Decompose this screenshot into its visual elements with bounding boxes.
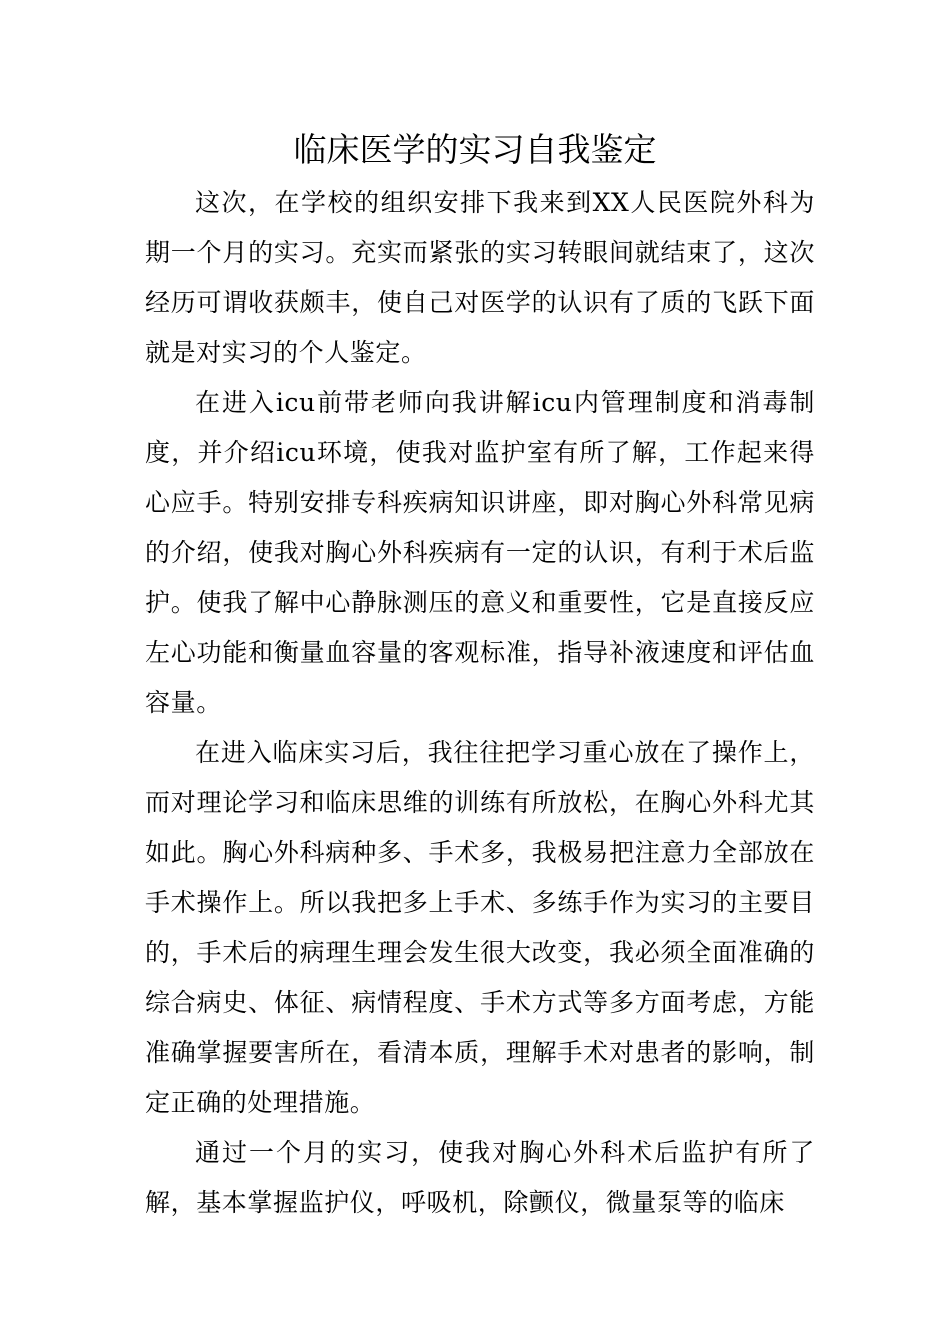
document-body [145,178,815,1228]
document-title: 临床医学的实习自我鉴定 [293,130,657,169]
paragraph-4: 通过一个月的实习，使我对胸心外科术后监护有所了解，基本掌握监护仪，呼吸机，除颤仪，微量泵等的临床 [145,1138,815,1217]
paragraph-3: 在进入临床实习后，我往往把学习重心放在了操作上，而对理论学习和临床思维的训练有所放松，在胸心外科尤其如此。胸心外科病种多、手术多，我极易把注意力全部放在手术操作上。所以我把多上手术、多练手作为实习的主要目的，手术后的病理生理会发生很大改变，我必须全面准确的综合病史、体征、病情程度、手术方式等多方面考虑，方能准确掌握要害所在，看清本质，理解手术对患者的影响，制定正确的处理措施。 [145,738,815,1117]
paragraph-1: 这次，在学校的组织安排下我来到XX人民医院外科为期一个月的实习。充实而紧张的实习转眼间就结束了，这次经历可谓收获颇丰，使自己对医学的认识有了质的飞跃下面就是对实习的个人鉴定。 [145,188,815,367]
paragraph-2: 在进入icu前带老师向我讲解icu内管理制度和消毒制度，并介绍icu环境，使我对监护室有所了解，工作起来得心应手。特别安排专科疾病知识讲座，即对胸心外科常见病的介绍，使我对胸心外科疾病有一定的认识，有利于术后监护。使我了解中心静脉测压的意义和重要性，它是直接反应左心功能和衡量血容量的客观标准，指导补液速度和评估血容量。 [145,388,815,717]
